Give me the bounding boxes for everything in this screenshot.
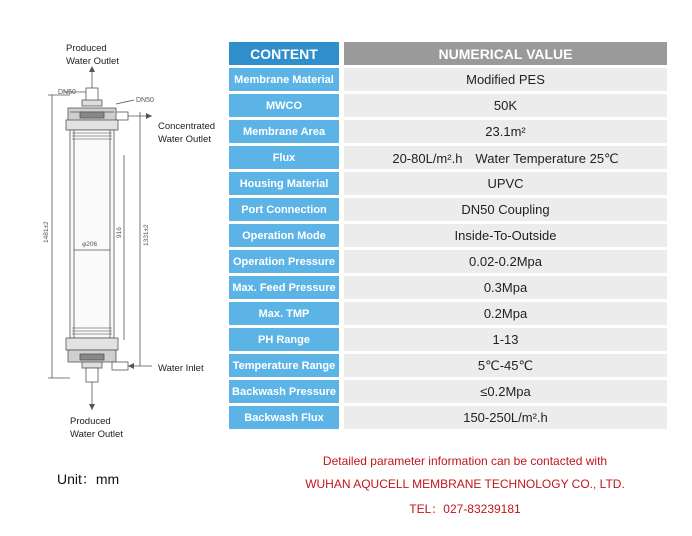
row-key: Flux <box>229 146 344 169</box>
right-length-dim: 1331±2 <box>143 224 150 246</box>
row-value: 150-250L/m².h <box>344 406 667 429</box>
row-value: 5℃-45℃ <box>344 354 667 377</box>
table-row <box>229 146 667 169</box>
concentrated-label-line1: Concentrated <box>158 121 216 132</box>
row-key: Housing Material <box>229 172 344 195</box>
row-key: PH Range <box>229 328 344 351</box>
row-value: UPVC <box>344 172 667 195</box>
row-value: 0.2Mpa <box>344 302 667 325</box>
company-name: WUHAN AQUCELL MEMBRANE TECHNOLOGY CO., LTD. <box>305 477 625 491</box>
spec-table <box>229 39 667 432</box>
table-row <box>229 354 667 377</box>
header-numerical-value: NUMERICAL VALUE <box>344 42 667 65</box>
contact-line1: Detailed parameter information can be contacted with <box>322 454 608 468</box>
membrane-module-drawing <box>0 0 225 460</box>
table-row <box>229 172 667 195</box>
header-content: CONTENT <box>229 42 344 65</box>
module-schematic <box>0 0 225 460</box>
row-key: Port Connection <box>229 198 344 221</box>
row-value: 23.1m² <box>344 120 667 143</box>
middle-length-dim: 916 <box>116 227 123 238</box>
table-row <box>229 68 667 91</box>
table-row <box>229 406 667 429</box>
concentrated-label-line2: Water Outlet <box>158 134 211 145</box>
table-row <box>229 198 667 221</box>
row-key: Operation Pressure <box>229 250 344 273</box>
table-row <box>229 328 667 351</box>
bottom-outlet-label-line1: Produced <box>70 416 111 427</box>
telephone: TEL：027-83239181 <box>409 502 521 516</box>
table-row <box>229 380 667 403</box>
row-value: Modified PES <box>344 68 667 91</box>
row-key: Backwash Flux <box>229 406 344 429</box>
table-row <box>229 276 667 299</box>
unit-label: Unit：mm <box>57 471 120 487</box>
dn50-right-dim: DN50 <box>136 97 154 104</box>
spec-header-row <box>229 42 667 65</box>
row-value: 50K <box>344 94 667 117</box>
row-value: 1-13 <box>344 328 667 351</box>
top-outlet-label-line2: Water Outlet <box>66 56 119 67</box>
row-key: Membrane Material <box>229 68 344 91</box>
row-value: 0.3Mpa <box>344 276 667 299</box>
bottom-outlet-label-line2: Water Outlet <box>70 429 123 440</box>
top-outlet-label-line1: Produced <box>66 43 107 54</box>
table-row <box>229 94 667 117</box>
diameter-dim: φ206 <box>82 241 98 248</box>
table-row <box>229 224 667 247</box>
row-key: Membrane Area <box>229 120 344 143</box>
row-value: 20-80L/m².h Water Temperature 25℃ <box>344 146 667 169</box>
water-inlet-label: Water Inlet <box>158 363 204 374</box>
bottom-outlet-label <box>70 415 123 441</box>
dn50-left-dim: DN50 <box>58 89 76 96</box>
row-key: Operation Mode <box>229 224 344 247</box>
table-row <box>229 250 667 273</box>
row-value: Inside-To-Outside <box>344 224 667 247</box>
row-value: ≤0.2Mpa <box>344 380 667 403</box>
table-row <box>229 302 667 325</box>
concentrated-outlet-label <box>158 120 215 146</box>
row-key: MWCO <box>229 94 344 117</box>
row-key: Max. Feed Pressure <box>229 276 344 299</box>
row-key: Max. TMP <box>229 302 344 325</box>
row-value: DN50 Coupling <box>344 198 667 221</box>
total-length-dim: 1481±2 <box>43 221 50 243</box>
row-key: Temperature Range <box>229 354 344 377</box>
row-value: 0.02-0.2Mpa <box>344 250 667 273</box>
row-key: Backwash Pressure <box>229 380 344 403</box>
table-row <box>229 120 667 143</box>
top-outlet-label <box>66 42 119 68</box>
